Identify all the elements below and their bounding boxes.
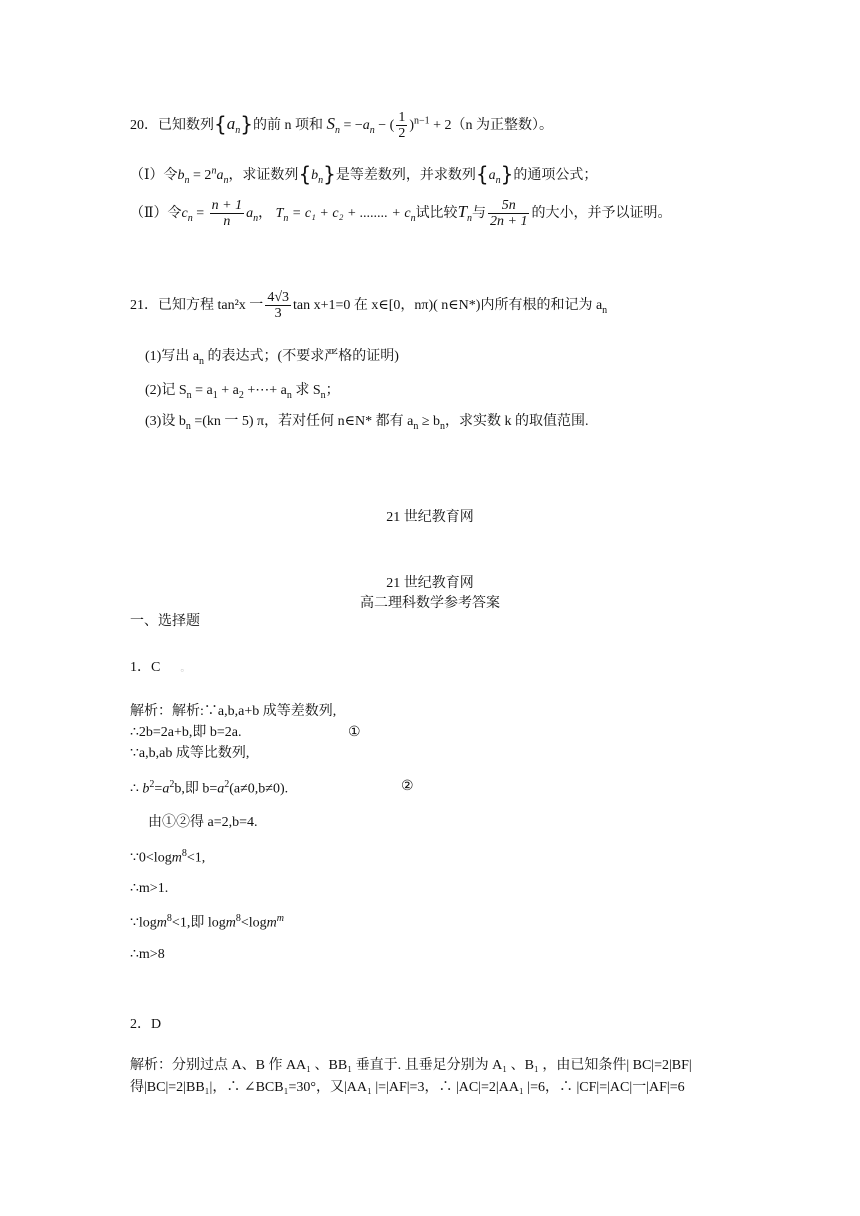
answer-1-line2: ∴2b=2a+b,即 b=2a. ①	[130, 725, 361, 740]
q21-sub3: (3)设 $b_n =(kn$ 一 5) π，若对任何 n∈N* 都有 $a_n \ge b_n$，求实数 k 的取值范围.	[145, 414, 589, 432]
q20-part2: （Ⅱ）令$c_n$ = $\frac{n + 1}{n}$ $a_n$， $T_n = c_1 + c_2$ + ........ + $c_n$试比较$T_n$与 $\frac{5n}{2n + 1}$ 的大小，并予以证明。	[130, 198, 672, 230]
section-heading: 一、选择题	[130, 614, 200, 629]
q20-number: 20．已知数列	[130, 118, 214, 134]
answer-title: 高二理科数学参考答案	[360, 596, 500, 611]
fraction-half: $\frac{1}{2}$	[398, 110, 406, 142]
q21-sub2: (2)记 $S_n = a_1 + a_2$ +⋯+ $a_n$ 求 $S_n$；	[145, 383, 340, 401]
answer-1-line7: ∴m>1.	[130, 881, 169, 896]
answer-2-line2: 得|BC|=2|BB₁|，∴ ∠BCB₁=30°，又|AA₁ |=|AF|=3，∴ |AC|=2|AA₁ |=6，∴ |CF|=|AC|一|AF|=6	[130, 1080, 685, 1095]
answer-1-line5: 由①②得 a=2,b=4.	[148, 815, 258, 830]
q20-part1: （Ⅰ）令$b_n = 2^na_n$，求证数列$\{b_n\}$是等差数列，并求数列$\{a_n\}$的通项公式；	[130, 162, 598, 186]
q21-sub1: (1)写出 $a_n$ 的表达式；(不要求严格的证明)	[145, 349, 399, 367]
fraction-4sqrt3: $\frac{4√3}{3}$	[267, 290, 289, 322]
answer-1-label: 1．C 。	[130, 660, 191, 675]
watermark-2: 21 世纪教育网	[386, 576, 474, 591]
answer-1-line1: 解析：解析:∵a,b,a+b 成等差数列,	[130, 704, 337, 719]
fraction-n1-over-n: $\frac{n + 1}{n}$	[211, 198, 243, 230]
answer-1-line4: ∴ $b^2=a^2b$,即 $b=a^2(a\ne 0,b\ne 0)$. ②	[130, 779, 414, 797]
answer-1-line3: ∵a,b,ab 成等比数列,	[130, 746, 250, 761]
q21-line1: 21．已知方程 tan²x 一 $\frac{4√3}{3}$ tan x+1=0 在 x∈[0，nπ)( n∈N*)内所有根的和记为 $a_n$	[130, 290, 608, 322]
answer-2-label: 2．D	[130, 1017, 162, 1032]
fraction-5n: $\frac{5n}{2n + 1}$	[490, 198, 528, 230]
answer-1-line8: ∵logm$^8$<1,即 logm$^8$<logm$^m$	[130, 913, 284, 931]
answer-1-line9: ∴m>8	[130, 947, 165, 962]
answer-1-line6: ∵0<logm$^8$<1,	[130, 848, 206, 866]
q20-line1: 20．已知数列$\{a_n\}$的前 n 项和 $S_n = -a_n$ − ( $\frac{1}{2}$ )$^{n-1}$ + 2（n 为正整数）。	[130, 110, 554, 142]
answer-2-line1: 解析：分别过点 A、B 作 AA₁ 、BB₁ 垂直于. 且垂足分别为 A₁ 、B₁ ，由已知条件| BC|=2|BF|	[130, 1058, 692, 1073]
watermark-1: 21 世纪教育网	[386, 510, 474, 525]
